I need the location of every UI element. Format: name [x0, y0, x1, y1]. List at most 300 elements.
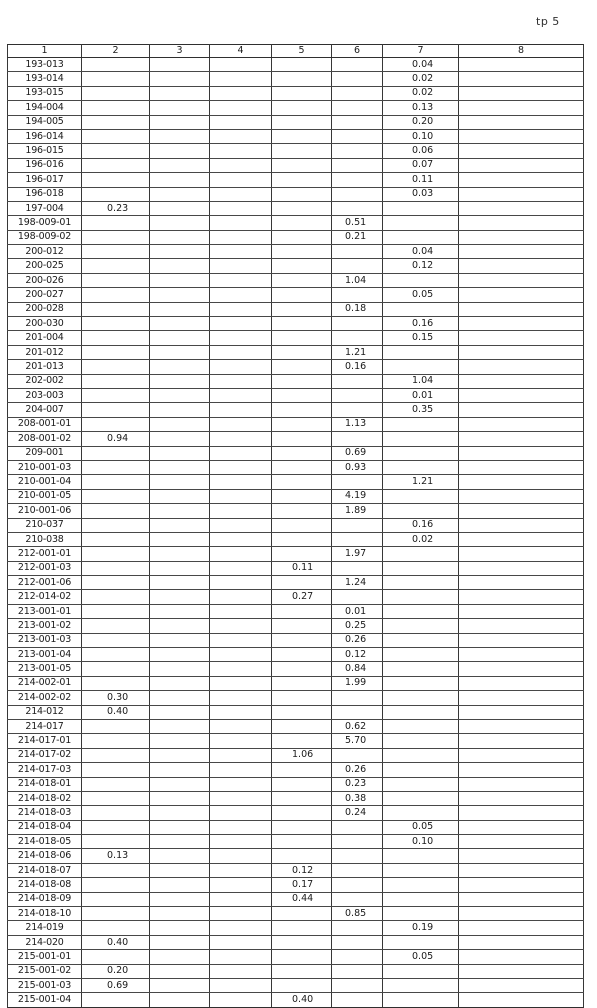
- value-cell-col6: [332, 432, 383, 446]
- table-row: [8, 719, 584, 733]
- value-cell-col2: [82, 403, 150, 417]
- value-cell-col2: [82, 101, 150, 115]
- table-row: [8, 144, 584, 158]
- value-cell-col2: [82, 504, 150, 518]
- value-cell-col5: [272, 446, 332, 460]
- cell-value: 0.38: [345, 792, 367, 804]
- value-cell-col6: [332, 72, 383, 86]
- empty-cell-col4: [210, 446, 272, 460]
- value-cell-col5: [272, 820, 332, 834]
- empty-cell-col3: [150, 288, 210, 302]
- value-cell-col7: [383, 259, 459, 273]
- table-row: [8, 216, 584, 230]
- value-cell-col2: [82, 158, 150, 172]
- value-cell-col5: [272, 129, 332, 143]
- table-row: [8, 115, 584, 129]
- empty-cell-col3: [150, 532, 210, 546]
- cell-value: 0.69: [107, 979, 129, 991]
- empty-cell-col4: [210, 619, 272, 633]
- empty-cell-col3: [150, 619, 210, 633]
- empty-cell-col4: [210, 532, 272, 546]
- value-cell-col6: [332, 216, 383, 230]
- value-cell-col5: [272, 72, 332, 86]
- empty-cell-col8: [459, 388, 584, 402]
- value-cell-col7: [383, 144, 459, 158]
- empty-cell-col4: [210, 331, 272, 345]
- code-cell: 200-028: [8, 302, 82, 316]
- value-cell-col5: [272, 374, 332, 388]
- value-cell-col7: [383, 129, 459, 143]
- empty-cell-col8: [459, 964, 584, 978]
- empty-cell-col3: [150, 432, 210, 446]
- empty-cell-col3: [150, 863, 210, 877]
- empty-cell-col4: [210, 849, 272, 863]
- empty-cell-col8: [459, 504, 584, 518]
- value-cell-col2: [82, 979, 150, 993]
- empty-cell-col8: [459, 446, 584, 460]
- value-cell-col5: [272, 705, 332, 719]
- value-cell-col6: [332, 619, 383, 633]
- value-cell-col6: [332, 648, 383, 662]
- cell-value: 0.03: [412, 188, 434, 200]
- value-cell-col7: [383, 964, 459, 978]
- cell-value: 0.07: [412, 159, 434, 171]
- code-cell: 202-002: [8, 374, 82, 388]
- value-cell-col7: [383, 489, 459, 503]
- empty-cell-col4: [210, 129, 272, 143]
- value-cell-col5: [272, 763, 332, 777]
- code-cell: 200-025: [8, 259, 82, 273]
- empty-cell-col4: [210, 763, 272, 777]
- code-cell: 193-015: [8, 86, 82, 100]
- value-cell-col6: [332, 835, 383, 849]
- value-cell-col6: [332, 475, 383, 489]
- empty-cell-col4: [210, 374, 272, 388]
- empty-cell-col3: [150, 446, 210, 460]
- code-cell: 214-018-09: [8, 892, 82, 906]
- empty-cell-col3: [150, 993, 210, 1007]
- empty-cell-col3: [150, 748, 210, 762]
- empty-cell-col8: [459, 360, 584, 374]
- code-cell: 200-030: [8, 317, 82, 331]
- cell-value: 0.40: [107, 706, 129, 718]
- table-row: [8, 158, 584, 172]
- cell-value: 0.24: [345, 807, 367, 818]
- table-row: [8, 648, 584, 662]
- value-cell-col6: [332, 964, 383, 978]
- value-cell-col5: [272, 230, 332, 244]
- empty-cell-col8: [459, 892, 584, 906]
- empty-cell-col3: [150, 187, 210, 201]
- empty-cell-col3: [150, 705, 210, 719]
- value-cell-col6: [332, 288, 383, 302]
- empty-cell-col3: [150, 734, 210, 748]
- value-cell-col6: [332, 158, 383, 172]
- value-cell-col7: [383, 619, 459, 633]
- empty-cell-col3: [150, 302, 210, 316]
- cell-value: 0.94: [107, 432, 129, 444]
- table-row: [8, 619, 584, 633]
- empty-cell-col3: [150, 561, 210, 575]
- cell-value: 0.05: [412, 821, 434, 833]
- table-row: [8, 129, 584, 143]
- empty-cell-col8: [459, 101, 584, 115]
- value-cell-col6: [332, 719, 383, 733]
- value-cell-col5: [272, 547, 332, 561]
- value-cell-col7: [383, 648, 459, 662]
- table-row: [8, 791, 584, 805]
- code-cell: 194-004: [8, 101, 82, 115]
- value-cell-col5: [272, 561, 332, 575]
- table-row: [8, 374, 584, 388]
- column-header: 5: [272, 45, 332, 58]
- value-cell-col6: [332, 604, 383, 618]
- empty-cell-col8: [459, 72, 584, 86]
- empty-cell-col8: [459, 878, 584, 892]
- table-row: [8, 777, 584, 791]
- empty-cell-col3: [150, 907, 210, 921]
- value-cell-col6: [332, 317, 383, 331]
- empty-cell-col8: [459, 58, 584, 72]
- value-cell-col2: [82, 216, 150, 230]
- value-cell-col5: [272, 432, 332, 446]
- value-cell-col2: [82, 230, 150, 244]
- value-cell-col6: [332, 187, 383, 201]
- empty-cell-col3: [150, 230, 210, 244]
- value-cell-col6: [332, 561, 383, 575]
- empty-cell-col3: [150, 201, 210, 215]
- value-cell-col7: [383, 417, 459, 431]
- value-cell-col5: [272, 86, 332, 100]
- value-cell-col6: [332, 518, 383, 532]
- empty-cell-col8: [459, 158, 584, 172]
- cell-value: 0.44: [292, 893, 314, 905]
- value-cell-col7: [383, 935, 459, 949]
- table-row: [8, 345, 584, 359]
- code-cell: 208-001-02: [8, 432, 82, 446]
- value-cell-col7: [383, 691, 459, 705]
- empty-cell-col3: [150, 489, 210, 503]
- value-cell-col2: [82, 58, 150, 72]
- cell-value: 0.16: [412, 519, 434, 531]
- value-cell-col6: [332, 115, 383, 129]
- cell-value: 0.04: [412, 245, 434, 257]
- empty-cell-col4: [210, 475, 272, 489]
- cell-value: 0.16: [412, 317, 434, 329]
- cell-value: 1.13: [345, 418, 367, 430]
- empty-cell-col8: [459, 777, 584, 791]
- value-cell-col5: [272, 302, 332, 316]
- code-cell: 200-027: [8, 288, 82, 302]
- value-cell-col5: [272, 101, 332, 115]
- column-header: 7: [383, 45, 459, 58]
- empty-cell-col3: [150, 791, 210, 805]
- value-cell-col2: [82, 187, 150, 201]
- value-cell-col5: [272, 907, 332, 921]
- value-cell-col6: [332, 763, 383, 777]
- cell-value: 1.04: [345, 274, 367, 286]
- code-cell: 201-012: [8, 345, 82, 359]
- value-cell-col2: [82, 633, 150, 647]
- cell-value: 5.70: [345, 735, 367, 747]
- cell-value: 0.02: [412, 87, 434, 99]
- value-cell-col2: [82, 144, 150, 158]
- code-cell: 210-001-04: [8, 475, 82, 489]
- empty-cell-col4: [210, 835, 272, 849]
- empty-cell-col8: [459, 115, 584, 129]
- value-cell-col6: [332, 374, 383, 388]
- value-cell-col7: [383, 101, 459, 115]
- table-row: [8, 331, 584, 345]
- value-cell-col7: [383, 331, 459, 345]
- code-cell: 215-001-03: [8, 979, 82, 993]
- value-cell-col6: [332, 144, 383, 158]
- value-cell-col5: [272, 979, 332, 993]
- value-cell-col5: [272, 360, 332, 374]
- value-cell-col6: [332, 691, 383, 705]
- code-cell: 214-019: [8, 921, 82, 935]
- value-cell-col2: [82, 360, 150, 374]
- table-row: [8, 907, 584, 921]
- value-cell-col2: [82, 705, 150, 719]
- value-cell-col7: [383, 72, 459, 86]
- empty-cell-col3: [150, 662, 210, 676]
- empty-cell-col4: [210, 921, 272, 935]
- value-cell-col5: [272, 835, 332, 849]
- value-cell-col7: [383, 835, 459, 849]
- empty-cell-col4: [210, 86, 272, 100]
- table-row: [8, 432, 584, 446]
- code-cell: 214-018-10: [8, 907, 82, 921]
- empty-cell-col3: [150, 806, 210, 820]
- empty-cell-col8: [459, 547, 584, 561]
- code-cell: 193-013: [8, 58, 82, 72]
- empty-cell-col4: [210, 691, 272, 705]
- cell-value: 1.99: [345, 677, 367, 689]
- value-cell-col7: [383, 719, 459, 733]
- empty-cell-col4: [210, 907, 272, 921]
- empty-cell-col8: [459, 935, 584, 949]
- empty-cell-col8: [459, 201, 584, 215]
- value-cell-col6: [332, 129, 383, 143]
- empty-cell-col3: [150, 374, 210, 388]
- value-cell-col6: [332, 489, 383, 503]
- empty-cell-col3: [150, 86, 210, 100]
- value-cell-col7: [383, 806, 459, 820]
- empty-cell-col4: [210, 273, 272, 287]
- value-cell-col7: [383, 360, 459, 374]
- empty-cell-col8: [459, 86, 584, 100]
- table-row: [8, 460, 584, 474]
- cell-value: 0.27: [292, 591, 314, 603]
- value-cell-col6: [332, 863, 383, 877]
- value-cell-col5: [272, 676, 332, 690]
- table-row: [8, 72, 584, 86]
- value-cell-col7: [383, 590, 459, 604]
- code-cell: 214-018-08: [8, 878, 82, 892]
- empty-cell-col4: [210, 662, 272, 676]
- empty-cell-col8: [459, 460, 584, 474]
- value-cell-col6: [332, 345, 383, 359]
- value-cell-col5: [272, 863, 332, 877]
- value-cell-col2: [82, 576, 150, 590]
- empty-cell-col3: [150, 158, 210, 172]
- cell-value: 0.62: [345, 720, 367, 732]
- empty-cell-col8: [459, 806, 584, 820]
- cell-value: 0.05: [412, 950, 434, 962]
- value-cell-col2: [82, 317, 150, 331]
- empty-cell-col8: [459, 604, 584, 618]
- value-cell-col5: [272, 388, 332, 402]
- cell-value: 0.11: [412, 173, 434, 185]
- code-cell: 204-007: [8, 403, 82, 417]
- empty-cell-col8: [459, 317, 584, 331]
- value-cell-col5: [272, 878, 332, 892]
- value-cell-col7: [383, 748, 459, 762]
- cell-value: 0.25: [345, 619, 367, 631]
- value-cell-col5: [272, 777, 332, 791]
- table-row: [8, 590, 584, 604]
- table-row: [8, 691, 584, 705]
- table-row: [8, 604, 584, 618]
- value-cell-col7: [383, 374, 459, 388]
- code-cell: 213-001-05: [8, 662, 82, 676]
- value-cell-col2: [82, 489, 150, 503]
- value-cell-col6: [332, 748, 383, 762]
- value-cell-col6: [332, 532, 383, 546]
- code-cell: 214-002-02: [8, 691, 82, 705]
- empty-cell-col8: [459, 820, 584, 834]
- empty-cell-col4: [210, 259, 272, 273]
- empty-cell-col4: [210, 345, 272, 359]
- code-cell: 203-003: [8, 388, 82, 402]
- empty-cell-col3: [150, 921, 210, 935]
- code-cell: 210-038: [8, 532, 82, 546]
- value-cell-col2: [82, 763, 150, 777]
- value-cell-col2: [82, 302, 150, 316]
- empty-cell-col8: [459, 835, 584, 849]
- code-cell: 214-017-01: [8, 734, 82, 748]
- table-row: [8, 964, 584, 978]
- value-cell-col7: [383, 288, 459, 302]
- empty-cell-col8: [459, 950, 584, 964]
- empty-cell-col3: [150, 979, 210, 993]
- value-cell-col7: [383, 58, 459, 72]
- table-body: [8, 58, 584, 1008]
- value-cell-col7: [383, 158, 459, 172]
- code-cell: 214-020: [8, 935, 82, 949]
- cell-value: 0.93: [345, 461, 367, 473]
- empty-cell-col3: [150, 216, 210, 230]
- value-cell-col7: [383, 388, 459, 402]
- cell-value: 0.20: [412, 116, 434, 128]
- code-cell: 198-009-02: [8, 230, 82, 244]
- empty-cell-col4: [210, 72, 272, 86]
- empty-cell-col4: [210, 518, 272, 532]
- table-row: [8, 388, 584, 402]
- value-cell-col2: [82, 907, 150, 921]
- column-header: 6: [332, 45, 383, 58]
- empty-cell-col3: [150, 648, 210, 662]
- value-cell-col7: [383, 791, 459, 805]
- value-cell-col7: [383, 245, 459, 259]
- code-cell: 210-001-05: [8, 489, 82, 503]
- empty-cell-col4: [210, 892, 272, 906]
- empty-cell-col4: [210, 432, 272, 446]
- code-cell: 196-014: [8, 129, 82, 143]
- empty-cell-col4: [210, 101, 272, 115]
- empty-cell-col8: [459, 403, 584, 417]
- empty-cell-col3: [150, 475, 210, 489]
- value-cell-col5: [272, 662, 332, 676]
- empty-cell-col4: [210, 403, 272, 417]
- empty-cell-col4: [210, 791, 272, 805]
- empty-cell-col4: [210, 504, 272, 518]
- empty-cell-col8: [459, 748, 584, 762]
- value-cell-col2: [82, 676, 150, 690]
- empty-cell-col3: [150, 245, 210, 259]
- cell-value: 0.19: [412, 922, 434, 934]
- value-cell-col6: [332, 849, 383, 863]
- cell-value: 1.24: [345, 576, 367, 588]
- table-row: [8, 676, 584, 690]
- table-row: [8, 288, 584, 302]
- value-cell-col2: [82, 820, 150, 834]
- empty-cell-col4: [210, 388, 272, 402]
- table-row: [8, 417, 584, 431]
- value-cell-col5: [272, 158, 332, 172]
- empty-cell-col8: [459, 734, 584, 748]
- empty-cell-col4: [210, 360, 272, 374]
- column-header: 8: [459, 45, 584, 58]
- empty-cell-col8: [459, 173, 584, 187]
- code-cell: 212-001-03: [8, 561, 82, 575]
- code-cell: 215-001-01: [8, 950, 82, 964]
- empty-cell-col3: [150, 504, 210, 518]
- value-cell-col7: [383, 979, 459, 993]
- value-cell-col6: [332, 907, 383, 921]
- empty-cell-col4: [210, 245, 272, 259]
- value-cell-col6: [332, 576, 383, 590]
- value-cell-col5: [272, 58, 332, 72]
- code-cell: 201-013: [8, 360, 82, 374]
- value-cell-col6: [332, 662, 383, 676]
- empty-cell-col4: [210, 734, 272, 748]
- table-row: [8, 921, 584, 935]
- value-cell-col6: [332, 331, 383, 345]
- code-cell: 214-017-02: [8, 748, 82, 762]
- column-header: 3: [150, 45, 210, 58]
- empty-cell-col4: [210, 820, 272, 834]
- value-cell-col6: [332, 86, 383, 100]
- table-row: [8, 317, 584, 331]
- empty-cell-col3: [150, 892, 210, 906]
- value-cell-col5: [272, 518, 332, 532]
- code-cell: 214-018-01: [8, 777, 82, 791]
- table-header: [8, 45, 584, 58]
- table-row: [8, 201, 584, 215]
- empty-cell-col8: [459, 921, 584, 935]
- value-cell-col5: [272, 590, 332, 604]
- value-cell-col7: [383, 504, 459, 518]
- table-row: [8, 187, 584, 201]
- value-cell-col2: [82, 475, 150, 489]
- value-cell-col6: [332, 806, 383, 820]
- empty-cell-col3: [150, 950, 210, 964]
- empty-cell-col8: [459, 907, 584, 921]
- empty-cell-col3: [150, 417, 210, 431]
- table-row: [8, 360, 584, 374]
